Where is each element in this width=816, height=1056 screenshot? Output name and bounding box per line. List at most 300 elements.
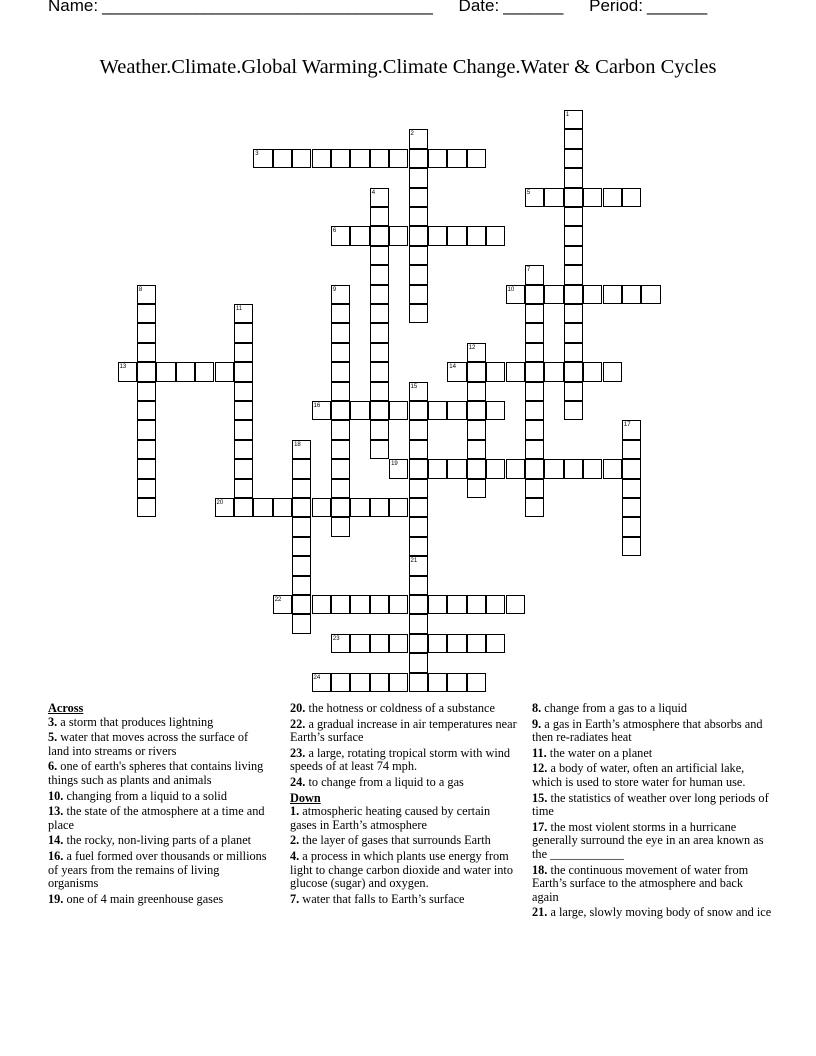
clue-text: the most violent storms in a hurricane generally surround the eye in an area known as the ____________ [532, 819, 764, 861]
crossword-cell[interactable] [312, 401, 331, 420]
crossword-cell[interactable] [389, 634, 408, 653]
clue-number: 21 [410, 558, 418, 565]
crossword-cell[interactable] [331, 304, 350, 323]
crossword-cell[interactable] [370, 188, 389, 207]
down-clue [532, 792, 772, 819]
crossword-cell[interactable] [506, 362, 525, 381]
crossword-cell[interactable] [525, 420, 544, 439]
crossword-cell[interactable] [331, 634, 350, 653]
crossword-cell[interactable] [622, 459, 641, 478]
crossword-cell[interactable] [525, 498, 544, 517]
clues-column-3 [532, 702, 772, 922]
clue-text: the layer of gases that surrounds Earth [299, 833, 491, 848]
clue-number: 11 [235, 306, 243, 312]
crossword-cell[interactable] [544, 362, 563, 381]
crossword-cell[interactable] [428, 226, 447, 245]
across-clue [290, 776, 518, 790]
crossword-cell[interactable] [544, 188, 563, 207]
crossword-cell[interactable] [331, 323, 350, 342]
clue-text: the state of the atmosphere at a time and place [48, 804, 265, 832]
across-heading: Across [48, 701, 84, 715]
crossword-cell[interactable] [467, 343, 486, 362]
crossword-cell[interactable] [370, 382, 389, 401]
crossword-cell[interactable] [583, 285, 602, 304]
down-heading: Down [290, 790, 321, 805]
crossword-cell[interactable] [603, 362, 622, 381]
crossword-cell[interactable] [370, 420, 389, 439]
clue-text: water that moves across the surface of land into streams or rivers [48, 730, 249, 758]
clues-column-1 [48, 702, 272, 908]
clue-text: a large, rotating tropical storm with wind speeds of at least 74 mph. [290, 745, 511, 774]
clue-number: 1 [565, 112, 570, 118]
clue-number: 23 [332, 635, 340, 642]
crossword-cell[interactable] [234, 343, 253, 362]
crossword-cell[interactable] [389, 401, 408, 420]
crossword-cell[interactable] [292, 459, 311, 478]
crossword-cell[interactable] [486, 459, 505, 478]
crossword-cell[interactable] [564, 285, 583, 304]
crossword-cell[interactable] [409, 129, 428, 148]
crossword-cell[interactable] [137, 382, 156, 401]
crossword-cell[interactable] [409, 440, 428, 459]
clue-number-label: 4. [290, 848, 300, 863]
crossword-cell[interactable] [447, 595, 466, 614]
crossword-cell[interactable] [331, 343, 350, 362]
crossword-cell[interactable] [370, 304, 389, 323]
down-clue [290, 834, 518, 848]
crossword-cell[interactable] [234, 459, 253, 478]
crossword-cell[interactable] [564, 226, 583, 245]
crossword-cell[interactable] [467, 420, 486, 439]
crossword-cell[interactable] [447, 226, 466, 245]
across-clue [48, 716, 272, 730]
crossword-cell[interactable] [409, 226, 428, 245]
crossword-cell[interactable] [564, 168, 583, 187]
crossword-cell[interactable] [447, 401, 466, 420]
crossword-cell[interactable] [350, 595, 369, 614]
crossword-cell[interactable] [409, 246, 428, 265]
crossword-cell[interactable] [137, 498, 156, 517]
crossword-cell[interactable] [467, 459, 486, 478]
down-clue [532, 906, 772, 920]
crossword-cell[interactable] [370, 634, 389, 653]
crossword-cell[interactable] [312, 149, 331, 168]
crossword-cell[interactable] [292, 537, 311, 556]
crossword-cell[interactable] [564, 401, 583, 420]
crossword-cell[interactable] [370, 207, 389, 226]
crossword-cell[interactable] [409, 420, 428, 439]
crossword-cell[interactable] [525, 401, 544, 420]
down-clue [290, 805, 518, 832]
crossword-cell[interactable] [564, 362, 583, 381]
date-field[interactable]: _______ [503, 0, 563, 15]
crossword-cell[interactable] [564, 149, 583, 168]
crossword-cell[interactable] [331, 149, 350, 168]
crossword-cell[interactable] [544, 459, 563, 478]
crossword-cell[interactable] [428, 595, 447, 614]
crossword-cell[interactable] [389, 459, 408, 478]
crossword-cell[interactable] [603, 188, 622, 207]
crossword-cell[interactable] [389, 226, 408, 245]
date-label: Date: [458, 0, 500, 15]
crossword-cell[interactable] [292, 556, 311, 575]
clue-number-label: 20. [290, 701, 306, 715]
crossword-cell[interactable] [409, 304, 428, 323]
crossword-cell[interactable] [583, 362, 602, 381]
crossword-cell[interactable] [409, 207, 428, 226]
crossword-cell[interactable] [583, 459, 602, 478]
crossword-cell[interactable] [467, 440, 486, 459]
crossword-cell[interactable] [234, 420, 253, 439]
clue-text: one of earth's spheres that contains living things such as plants and animals [48, 759, 264, 787]
clue-text: the statistics of weather over long periods of time [532, 790, 769, 819]
crossword-cell[interactable] [428, 401, 447, 420]
crossword-cell[interactable] [389, 673, 408, 692]
crossword-cell[interactable] [370, 673, 389, 692]
clue-number: 14 [449, 364, 456, 371]
crossword-cell[interactable] [564, 459, 583, 478]
crossword-cell[interactable] [409, 634, 428, 653]
crossword-cell[interactable] [331, 382, 350, 401]
crossword-cell[interactable] [292, 517, 311, 536]
crossword-cell[interactable] [564, 265, 583, 284]
clue-text: atmospheric heating caused by certain gases in Earth’s atmosphere [290, 804, 491, 832]
clue-text: a process in which plants use energy from light to change carbon dioxide and water into glucose (sugar) and oxygen. [290, 848, 513, 891]
crossword-cell[interactable] [603, 285, 622, 304]
crossword-cell[interactable] [292, 595, 311, 614]
crossword-cell[interactable] [409, 556, 428, 575]
crossword-cell[interactable] [331, 459, 350, 478]
crossword-cell[interactable] [467, 479, 486, 498]
clue-number-label: 3. [48, 714, 58, 729]
crossword-cell[interactable] [506, 285, 525, 304]
crossword-cell[interactable] [234, 362, 253, 381]
crossword-cell[interactable] [564, 246, 583, 265]
clue-number-label: 14. [48, 833, 64, 848]
crossword-cell[interactable] [409, 382, 428, 401]
clue-number-label: 11. [532, 745, 547, 760]
crossword-cell[interactable] [467, 362, 486, 381]
crossword-cell[interactable] [409, 459, 428, 478]
crossword-cell[interactable] [331, 362, 350, 381]
down-clue [532, 718, 772, 745]
crossword-cell[interactable] [350, 149, 369, 168]
crossword-cell[interactable] [486, 362, 505, 381]
crossword-cell[interactable] [234, 440, 253, 459]
crossword-cell[interactable] [583, 188, 602, 207]
across-clue [290, 747, 518, 774]
crossword-cell[interactable] [564, 343, 583, 362]
crossword-cell[interactable] [331, 226, 350, 245]
crossword-cell[interactable] [467, 401, 486, 420]
clue-number: 10 [507, 286, 515, 293]
crossword-cell[interactable] [389, 595, 408, 614]
down-clue [290, 893, 518, 907]
crossword-cell[interactable] [350, 673, 369, 692]
clue-number: 18 [294, 441, 301, 448]
clue-number-label: 18. [532, 862, 548, 877]
across-clue [48, 805, 272, 832]
crossword-cell[interactable] [215, 362, 234, 381]
clue-number-label: 16. [48, 848, 64, 863]
crossword-cell[interactable] [544, 285, 563, 304]
crossword-cell[interactable] [292, 498, 311, 517]
crossword-cell[interactable] [564, 188, 583, 207]
crossword-cell[interactable] [525, 440, 544, 459]
clue-number-label: 17. [532, 819, 548, 834]
clue-number-label: 7. [290, 891, 300, 906]
crossword-cell[interactable] [622, 498, 641, 517]
crossword-cell[interactable] [370, 440, 389, 459]
crossword-cell[interactable] [564, 323, 583, 342]
crossword-cell[interactable] [195, 362, 214, 381]
clue-number: 3 [255, 150, 259, 157]
crossword-cell[interactable] [467, 226, 486, 245]
crossword-cell[interactable] [137, 479, 156, 498]
crossword-cell[interactable] [234, 323, 253, 342]
clue-number: 17 [623, 422, 631, 429]
crossword-cell[interactable] [234, 401, 253, 420]
crossword-cell[interactable] [331, 673, 350, 692]
crossword-cell[interactable] [409, 614, 428, 633]
crossword-cell[interactable] [525, 343, 544, 362]
crossword-cell[interactable] [137, 323, 156, 342]
crossword-cell[interactable] [467, 634, 486, 653]
crossword-cell[interactable] [137, 362, 156, 381]
crossword-cell[interactable] [447, 459, 466, 478]
crossword-cell[interactable] [137, 420, 156, 439]
crossword-cell[interactable] [215, 498, 234, 517]
crossword-cell[interactable] [331, 401, 350, 420]
crossword-cell[interactable] [273, 595, 292, 614]
crossword-cell[interactable] [331, 595, 350, 614]
crossword-cell[interactable] [273, 498, 292, 517]
clue-number-label: 12. [532, 761, 548, 776]
crossword-cell[interactable] [370, 343, 389, 362]
clue-number-label: 15. [532, 790, 548, 805]
crossword-cell[interactable] [467, 149, 486, 168]
crossword-cell[interactable] [428, 673, 447, 692]
crossword-cell[interactable] [176, 362, 195, 381]
crossword-cell[interactable] [312, 498, 331, 517]
crossword-cell[interactable] [467, 382, 486, 401]
down-clue [532, 864, 772, 905]
crossword-cell[interactable] [331, 440, 350, 459]
crossword-cell[interactable] [428, 634, 447, 653]
crossword-cell[interactable] [409, 517, 428, 536]
crossword-cell[interactable] [409, 537, 428, 556]
clue-number: 5 [526, 189, 531, 196]
across-clue [48, 790, 272, 804]
crossword-cell[interactable] [350, 401, 369, 420]
period-field[interactable]: _______ [646, 0, 707, 15]
crossword-cell[interactable] [370, 401, 389, 420]
crossword-cell[interactable] [137, 401, 156, 420]
crossword-cell[interactable] [525, 285, 544, 304]
crossword-cell[interactable] [409, 498, 428, 517]
crossword-cell[interactable] [486, 634, 505, 653]
clue-number-label: 5. [48, 730, 58, 745]
clue-number-label: 9. [532, 716, 542, 731]
crossword-cell[interactable] [312, 595, 331, 614]
crossword-cell[interactable] [234, 479, 253, 498]
crossword-cell[interactable] [137, 440, 156, 459]
crossword-cell[interactable] [525, 479, 544, 498]
clue-text: to change from a liquid to a gas [305, 774, 464, 789]
clue-number: 2 [410, 131, 414, 138]
crossword-cell[interactable] [137, 343, 156, 362]
crossword-cell[interactable] [331, 479, 350, 498]
crossword-cell[interactable] [350, 226, 369, 245]
crossword-cell[interactable] [370, 265, 389, 284]
crossword-cell[interactable] [486, 226, 505, 245]
crossword-cell[interactable] [409, 479, 428, 498]
crossword-cell[interactable] [486, 401, 505, 420]
crossword-cell[interactable] [409, 168, 428, 187]
crossword-cell[interactable] [525, 304, 544, 323]
clue-number-label: 13. [48, 804, 64, 819]
crossword-cell[interactable] [409, 576, 428, 595]
crossword-cell[interactable] [447, 362, 466, 381]
crossword-cell[interactable] [253, 149, 272, 168]
crossword-cell[interactable] [641, 285, 660, 304]
crossword-cell[interactable] [389, 149, 408, 168]
crossword-cell[interactable] [156, 362, 175, 381]
crossword-cell[interactable] [292, 614, 311, 633]
clue-text: changing from a liquid to a solid [63, 788, 227, 803]
crossword-cell[interactable] [389, 498, 408, 517]
crossword-cell[interactable] [467, 673, 486, 692]
crossword-cell[interactable] [525, 362, 544, 381]
crossword-cell[interactable] [525, 323, 544, 342]
crossword-cell[interactable] [409, 285, 428, 304]
crossword-cell[interactable] [331, 498, 350, 517]
crossword-cell[interactable] [350, 634, 369, 653]
crossword-cell[interactable] [331, 420, 350, 439]
crossword-cell[interactable] [370, 226, 389, 245]
crossword-cell[interactable] [525, 188, 544, 207]
crossword-cell[interactable] [447, 634, 466, 653]
crossword-cell[interactable] [234, 498, 253, 517]
clue-text: a large, slowly moving body of snow and ice [547, 905, 772, 920]
crossword-cell[interactable] [137, 459, 156, 478]
crossword-cell[interactable] [506, 595, 525, 614]
crossword-cell[interactable] [409, 188, 428, 207]
crossword-cell[interactable] [292, 479, 311, 498]
crossword-cell[interactable] [486, 595, 505, 614]
clue-text: one of 4 main greenhouse gases [63, 891, 224, 906]
crossword-cell[interactable] [564, 304, 583, 323]
crossword-cell[interactable] [370, 323, 389, 342]
clue-text: a storm that produces lightning [57, 714, 214, 729]
crossword-cell[interactable] [253, 498, 272, 517]
crossword-cell[interactable] [273, 149, 292, 168]
crossword-cell[interactable] [525, 459, 544, 478]
crossword-cell[interactable] [331, 517, 350, 536]
crossword-cell[interactable] [292, 576, 311, 595]
crossword-cell[interactable] [370, 246, 389, 265]
clues-column-2 [290, 702, 518, 908]
clue-text: a gradual increase in air temperatures near Earth’s surface [290, 716, 517, 745]
crossword-cell[interactable] [525, 265, 544, 284]
crossword-cell[interactable] [409, 265, 428, 284]
clue-text: change from a gas to a liquid [541, 701, 688, 715]
across-clue [48, 834, 272, 848]
crossword-cell[interactable] [409, 149, 428, 168]
clue-text: the rocky, non-living parts of a planet [63, 833, 252, 848]
crossword-cell[interactable] [312, 673, 331, 692]
crossword-cell[interactable] [137, 304, 156, 323]
crossword-cell[interactable] [292, 149, 311, 168]
clue-number: 20 [216, 500, 224, 506]
crossword-cell[interactable] [467, 595, 486, 614]
crossword-cell[interactable] [370, 362, 389, 381]
crossword-cell[interactable] [428, 149, 447, 168]
crossword-cell[interactable] [622, 517, 641, 536]
crossword-cell[interactable] [370, 595, 389, 614]
crossword-cell[interactable] [137, 285, 156, 304]
crossword-cell[interactable] [564, 110, 583, 129]
crossword-cell[interactable] [622, 420, 641, 439]
clue-text: water that falls to Earth’s surface [299, 891, 465, 906]
clue-number-label: 24. [290, 774, 306, 789]
crossword-cell[interactable] [622, 188, 641, 207]
clue-text: the hotness or coldness of a substance [305, 701, 495, 715]
name-field[interactable]: _______________________________________ [102, 0, 432, 15]
clue-number-label: 1. [290, 804, 300, 819]
crossword-cell[interactable] [622, 479, 641, 498]
period-label: Period: [589, 0, 643, 15]
clue-number-label: 10. [48, 788, 64, 803]
crossword-cell[interactable] [409, 401, 428, 420]
down-clue [532, 821, 772, 862]
name-label: Name: [48, 0, 99, 15]
clue-text: the water on a planet [546, 745, 653, 760]
across-clue [290, 702, 518, 716]
across-clue [290, 718, 518, 745]
crossword-cell[interactable] [350, 498, 369, 517]
crossword-cell[interactable] [428, 459, 447, 478]
clue-number-label: 6. [48, 759, 58, 774]
crossword-cell[interactable] [447, 149, 466, 168]
crossword-cell[interactable] [409, 653, 428, 672]
crossword-cell[interactable] [447, 673, 466, 692]
crossword-cell[interactable] [409, 673, 428, 692]
crossword-cell[interactable] [525, 382, 544, 401]
crossword-cell[interactable] [370, 498, 389, 517]
crossword-cell[interactable] [603, 459, 622, 478]
crossword-cell[interactable] [622, 537, 641, 556]
crossword-cell[interactable] [118, 362, 137, 381]
crossword-cell[interactable] [234, 382, 253, 401]
crossword-cell[interactable] [564, 382, 583, 401]
crossword-cell[interactable] [564, 129, 583, 148]
down-clue [532, 702, 772, 716]
crossword-cell[interactable] [506, 459, 525, 478]
crossword-cell[interactable] [234, 304, 253, 323]
crossword-cell[interactable] [622, 440, 641, 459]
clue-number-label: 23. [290, 745, 306, 760]
crossword-cell[interactable] [331, 285, 350, 304]
clue-number: 8 [138, 286, 143, 293]
crossword-cell[interactable] [564, 207, 583, 226]
clue-number-label: 19. [48, 891, 64, 906]
crossword-cell[interactable] [409, 595, 428, 614]
crossword-cell[interactable] [622, 285, 641, 304]
crossword-cell[interactable] [292, 440, 311, 459]
crossword-cell[interactable] [370, 285, 389, 304]
crossword-cell[interactable] [370, 149, 389, 168]
